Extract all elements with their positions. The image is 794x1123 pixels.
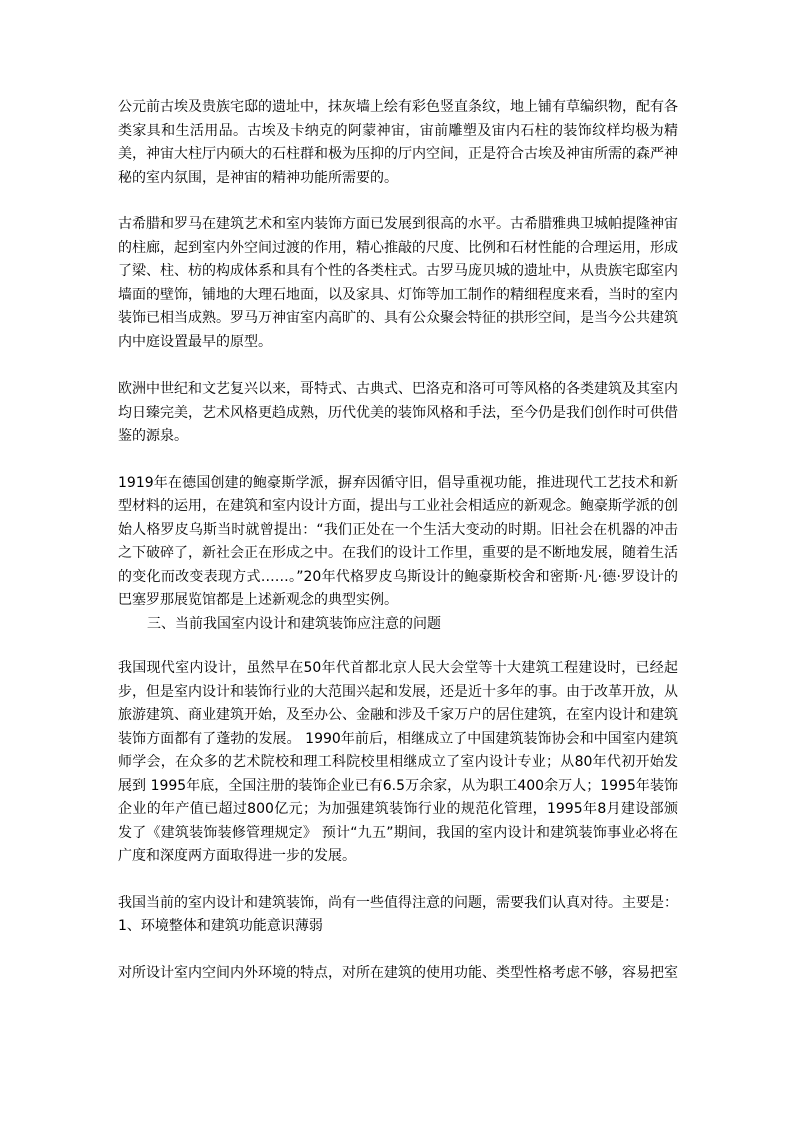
paragraph-environment-detail: 对所设计室内空间内外环境的特点，对所在建筑的使用功能、类型性格考虑不够，容易把室 [118, 964, 678, 981]
paragraph-medieval-renaissance: 欧洲中世纪和文艺复兴以来，哥特式、古典式、巴洛克和洛可可等风格的各类建筑及其室内均日臻完美，艺术风格更趋成熟，历代优美的装饰风格和手法，至今仍是我们创作时可供借鉴的源泉。 [118, 381, 678, 444]
document-page [118, 96, 678, 985]
paragraph-bauhaus: 1919年在德国创建的鲍豪斯学派，摒弃因循守旧，倡导重视功能，推进现代工艺技术和新型材料的运用，在建筑和室内设计方面，提出与工业社会相适应的新观念。鲍豪斯学派的创始人格罗皮乌斯当时就曾提出：“我们正处在一个生活大变动的时期。旧社会在机器的冲击之下破碎了，新社会正在形成之中。在我们的设计工作里，重要的是不断地发展，随着生活的变化而改变表现方式……。”20年代格罗皮乌斯设计的鲍豪斯校舍和密斯·凡·德·罗设计的巴塞罗那展览馆都是上述新观念的典型实例。 [118, 474, 678, 608]
list-item-environment: 1、环境整体和建筑功能意识薄弱 [118, 918, 323, 934]
paragraph-greece-rome: 古希腊和罗马在建筑艺术和室内装饰方面已发展到很高的水平。古希腊雅典卫城帕提隆神宙的柱廊，起到室内外空间过渡的作用，精心推敲的尺度、比例和石材性能的合理运用，形成了梁、柱、枋的构成体系和具有个性的各类柱式。古罗马庞贝城的遗址中，从贵族宅邸室内墙面的壁饰，铺地的大理石地面，以及家具、灯饰等加工制作的精细程度来看，当时的室内装饰已相当成熟。罗马万神宙室内高旷的、具有公众聚会特征的拱形空间，是当今公共建筑内中庭设置最早的原型。 [118, 216, 678, 350]
section-heading: 三、当前我国室内设计和建筑装饰应注意的问题 [147, 615, 441, 632]
paragraph-egypt: 公元前古埃及贵族宅邸的遗址中，抹灰墙上绘有彩色竖直条纹，地上铺有草编织物，配有各类家具和生活用品。古埃及卡纳克的阿蒙神宙，宙前雕塑及宙内石柱的装饰纹样均极为精美，神宙大柱厅内硕大的石柱群和极为压抑的厅内空间，正是符合古埃及神宙所需的森严神秘的室内氛围，是神宙的精神功能所需要的。 [118, 99, 678, 186]
paragraph-current-issues: 我国当前的室内设计和建筑装饰，尚有一些值得注意的问题，需要我们认真对待。主要是： [118, 894, 678, 911]
paragraph-china-modern: 我国现代室内设计，虽然早在50年代首都北京人民大会堂等十大建筑工程建设时，已经起步，但是室内设计和装饰行业的大范围兴起和发展，还是近十多年的事。由于改革开放，从旅游建筑、商业建筑开始，及至办公、金融和涉及千家万户的居住建筑，在室内设计和建筑装饰方面都有了蓬勃的发展。 1990年前后，相继成立了中国建筑装饰协会和中国室内建筑师学会，在众多的艺术院校和理工科院校里相继成立了室内设计专业；从80年代初开始发展到 1995年底，全国注册的装饰企业已有6.5万余家，从为职工400余万人；1995年装饰企业的年产值已超过800亿元；为加强建筑装饰行业的规范化管理，1995年8月建设部颁发了《建筑装饰装修管理规定》 预计“九五”期间，我国的室内设计和建筑装饰事业必将在广度和深度两方面取得进一步的发展。 [118, 660, 678, 864]
